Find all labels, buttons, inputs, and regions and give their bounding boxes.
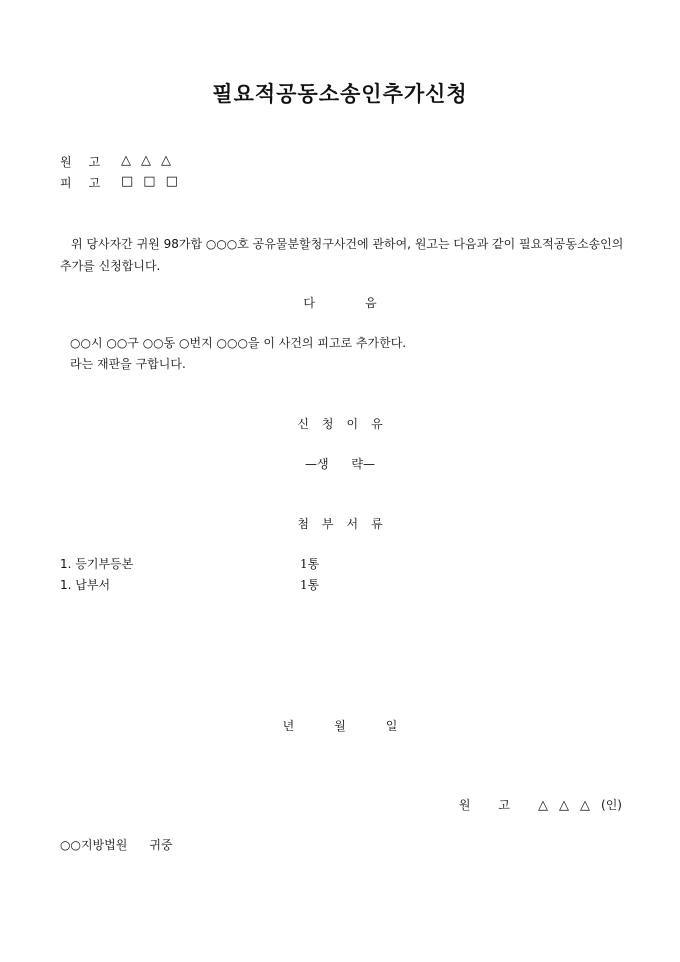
request-closing-line: 라는 재판을 구합니다.	[70, 357, 186, 371]
attachment-count: 1통	[300, 578, 320, 592]
date-month: 월	[334, 719, 346, 733]
attachment-name: 1. 납부서	[60, 578, 111, 592]
document-title: 필요적공동소송인추가신청	[212, 81, 468, 106]
plaintiff-label: 원고	[60, 155, 118, 169]
heading-da-left: 다	[303, 296, 315, 310]
request-line: ○○시 ○○구 ○○동 ○번지 ○○○을 이 사건의 피고로 추가한다.	[70, 336, 407, 350]
omitted-marker: —생 략—	[304, 457, 376, 471]
signature-seal: (인)	[601, 798, 622, 812]
court-suffix: 귀중	[149, 838, 173, 852]
intro-paragraph: 위 당사자간 귀원 98가합 ○○○호 공유물분할청구사건에 관하여, 원고는 다음과 같이 필요적공동소송인의 추가를 신청합니다.	[60, 237, 624, 273]
heading-da-eum	[0, 294, 680, 311]
heading-da-right: 음	[365, 296, 377, 310]
signature-label: 원고	[458, 798, 539, 812]
signature-line	[459, 796, 622, 813]
reason-heading: 신청이유	[297, 417, 396, 431]
court-name: ○○지방법원	[60, 838, 128, 852]
defendant-label: 피고	[60, 176, 118, 190]
date-year: 년	[282, 719, 295, 733]
plaintiff-name: △△△	[121, 153, 181, 168]
date-line	[0, 717, 680, 734]
attachment-count: 1통	[300, 557, 320, 571]
signature-name: △△△	[538, 798, 602, 813]
court-addressee	[60, 836, 173, 853]
date-day: 일	[385, 719, 398, 733]
attachments-heading: 첨부서류	[297, 517, 396, 531]
attachment-name: 1. 등기부등본	[60, 557, 134, 571]
defendant-name: □□□	[121, 174, 188, 189]
